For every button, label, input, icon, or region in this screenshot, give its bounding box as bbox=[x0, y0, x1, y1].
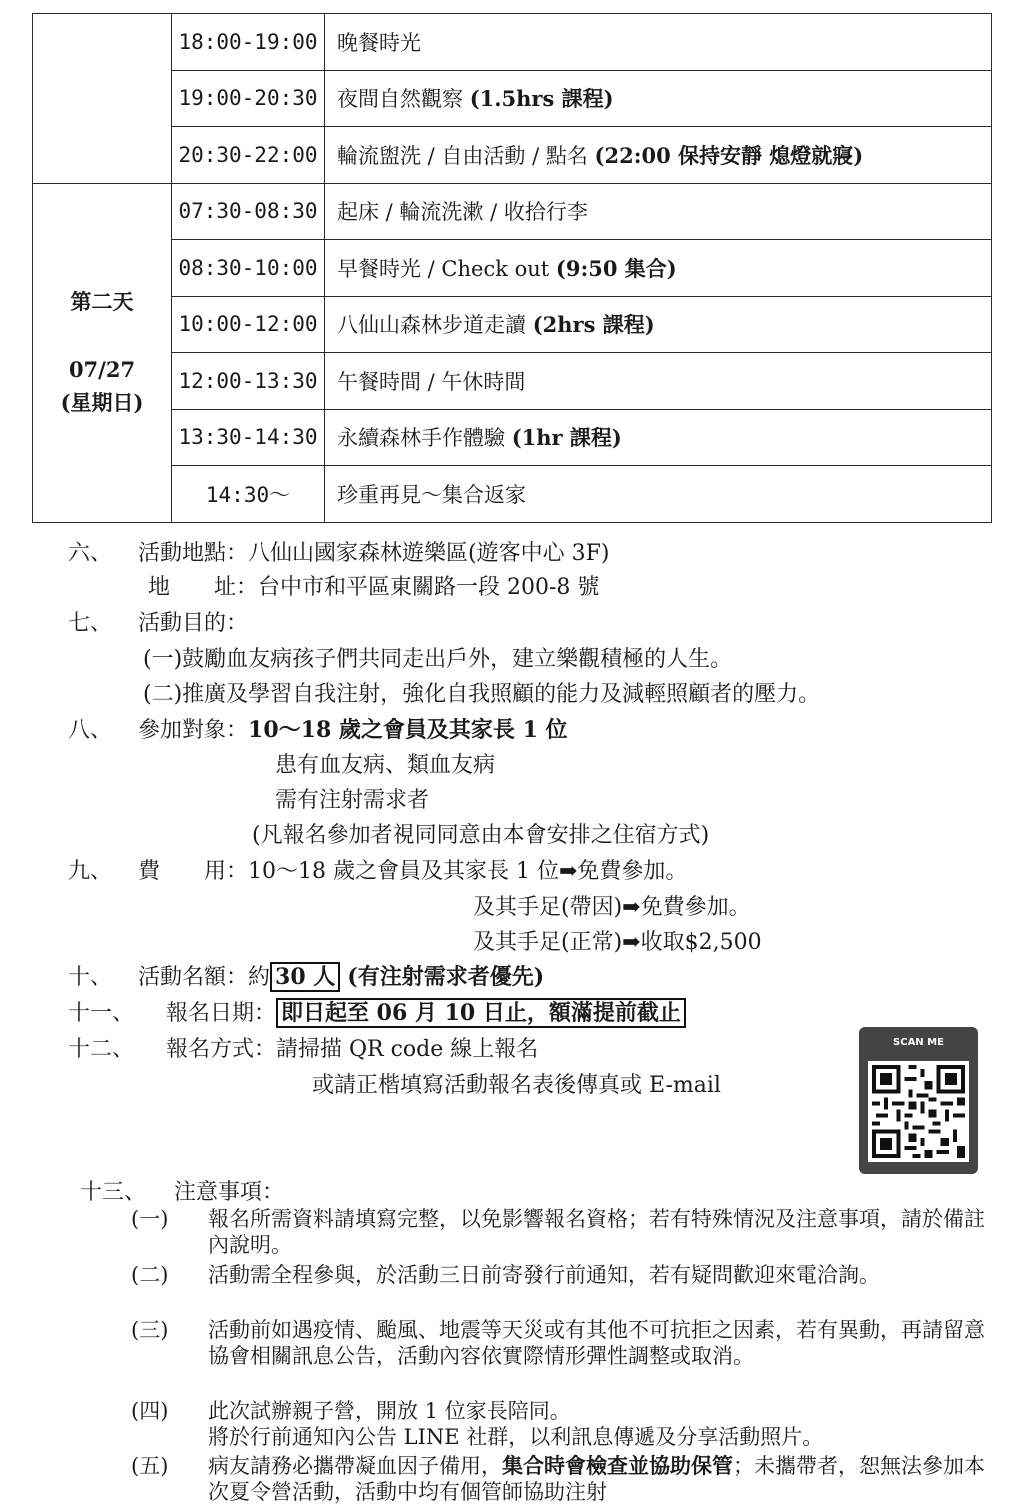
section-9-label: 費 用： bbox=[138, 859, 249, 884]
notice-marker: (一) bbox=[131, 1207, 169, 1231]
section-11-line bbox=[166, 996, 686, 1027]
activity-text: 夜間自然觀察 bbox=[337, 87, 463, 112]
section-11-number: 十一、 bbox=[68, 1001, 135, 1026]
activity-text: 八仙山森林步道走讀 bbox=[337, 313, 526, 338]
notice-marker: (五) bbox=[131, 1454, 169, 1478]
time-cell: 14:30～ bbox=[172, 466, 325, 523]
activity-cell bbox=[325, 296, 992, 353]
table-row bbox=[33, 353, 992, 410]
qr-label: SCAN ME bbox=[893, 1037, 944, 1048]
notice-text-bold: 集合時會檢查並協助保管 bbox=[502, 1453, 733, 1478]
fee-line: 10～18 歲之會員及其家長 1 位➡免費參加。 bbox=[248, 859, 688, 884]
activity-text: 晚餐時光 bbox=[337, 30, 421, 55]
day-label: 第二天 bbox=[70, 289, 134, 315]
notice-item bbox=[131, 1206, 1001, 1258]
time-cell: 20:30-22:00 bbox=[172, 127, 325, 184]
address-label: 地 址： bbox=[148, 575, 259, 600]
table-row bbox=[33, 14, 992, 71]
time-cell: 10:00-12:00 bbox=[172, 296, 325, 353]
notice-marker: (三) bbox=[131, 1318, 169, 1342]
activity-note: (2hrs 課程) bbox=[532, 312, 655, 338]
activity-note: (9:50 集合) bbox=[555, 255, 677, 281]
time-cell: 18:00-19:00 bbox=[172, 14, 325, 71]
section-12-number: 十二、 bbox=[68, 1037, 135, 1062]
eligibility-line: 需有注射需求者 bbox=[275, 788, 430, 813]
section-8-label: 參加對象： bbox=[138, 718, 249, 743]
activity-cell bbox=[325, 70, 992, 127]
section-8-number: 八、 bbox=[68, 718, 113, 743]
activity-text: 珍重再見～集合返家 bbox=[337, 482, 526, 507]
time-cell: 12:00-13:30 bbox=[172, 353, 325, 410]
activity-cell bbox=[325, 14, 992, 71]
table-row bbox=[33, 296, 992, 353]
activity-cell bbox=[325, 127, 992, 184]
table-row bbox=[33, 240, 992, 297]
fee-line: 及其手足(正常)➡收取$2,500 bbox=[473, 930, 762, 955]
quota-note: (有注射需求者優先) bbox=[347, 964, 545, 990]
section-10-line bbox=[138, 960, 544, 991]
time-cell: 13:30-14:30 bbox=[172, 409, 325, 466]
notice-item bbox=[131, 1317, 1001, 1395]
notice-item bbox=[131, 1398, 1001, 1450]
section-13-number: 十三、 bbox=[80, 1180, 147, 1205]
section-7-number: 七、 bbox=[68, 611, 113, 636]
activity-cell bbox=[325, 240, 992, 297]
signup-method: 請掃描 QR code 線上報名 bbox=[276, 1037, 539, 1062]
fee-line: 及其手足(帶因)➡免費參加。 bbox=[473, 895, 751, 920]
table-row bbox=[33, 127, 992, 184]
notice-text-pre: 病友請務必攜帶凝血因子備用， bbox=[208, 1454, 502, 1478]
section-11-label: 報名日期： bbox=[166, 1001, 277, 1026]
table-row bbox=[33, 466, 992, 523]
notice-item bbox=[131, 1453, 1001, 1508]
section-13-label: 注意事項： bbox=[174, 1180, 285, 1205]
activity-note: (1.5hrs 課程) bbox=[469, 86, 614, 112]
notice-text-post: ；未攜帶者，恕無法參加本次夏令營活動，活動中均有個管師協助注射 bbox=[208, 1454, 985, 1504]
day2-cell bbox=[33, 183, 172, 522]
table-row bbox=[33, 409, 992, 466]
notice-text: 活動前如遇疫情、颱風、地震等天災或有其他不可抗拒之因素，若有異動，再請留意協會相關訊息公告，活動內容依實際情形彈性調整或取消。 bbox=[208, 1318, 985, 1368]
address-line bbox=[148, 570, 599, 601]
section-7-label: 活動目的： bbox=[138, 611, 249, 636]
purpose-item: (一)鼓勵血友病孩子們共同走出戶外，建立樂觀積極的人生。 bbox=[143, 647, 733, 672]
activity-note: (22:00 保持安靜 熄燈就寢) bbox=[594, 142, 864, 168]
eligibility-value: 10～18 歲之會員及其家長 1 位 bbox=[248, 717, 568, 743]
schedule-table bbox=[32, 13, 992, 523]
day-weekday: (星期日) bbox=[60, 390, 144, 416]
section-6-label: 活動地點： bbox=[138, 541, 249, 566]
deadline-box: 即日起至 06 月 10 日止，額滿提前截止 bbox=[276, 998, 686, 1028]
signup-method-alt: 或請正楷填寫活動報名表後傳真或 E-mail bbox=[312, 1073, 721, 1098]
time-cell: 08:30-10:00 bbox=[172, 240, 325, 297]
section-9-number: 九、 bbox=[68, 859, 113, 884]
notice-text: 活動需全程參與，於活動三日前寄發行前通知，若有疑問歡迎來電洽詢。 bbox=[208, 1263, 880, 1287]
section-8-line bbox=[138, 713, 568, 744]
activity-text: 輪流盥洗 / 自由活動 / 點名 bbox=[337, 143, 588, 168]
notice-text bbox=[208, 1453, 998, 1505]
activity-cell bbox=[325, 183, 992, 240]
venue-value: 八仙山國家森林遊樂區(遊客中心 3F) bbox=[248, 541, 610, 566]
eligibility-line: 患有血友病、類血友病 bbox=[275, 753, 496, 778]
notice-marker: (四) bbox=[131, 1399, 169, 1423]
eligibility-line: (凡報名參加者視同同意由本會安排之住宿方式) bbox=[252, 823, 710, 848]
table-row bbox=[33, 70, 992, 127]
notice-marker: (二) bbox=[131, 1263, 169, 1287]
time-cell: 07:30-08:30 bbox=[172, 183, 325, 240]
section-10-number: 十、 bbox=[68, 965, 113, 990]
section-12-line bbox=[166, 1032, 538, 1063]
address-value: 台中市和平區東關路一段 200-8 號 bbox=[258, 575, 600, 600]
purpose-item: (二)推廣及學習自我注射，強化自我照顧的能力及減輕照顧者的壓力。 bbox=[143, 682, 821, 707]
activity-text: 起床 / 輪流洗漱 / 收拾行李 bbox=[337, 200, 588, 225]
notice-item bbox=[131, 1262, 1001, 1314]
notice-text: 此次試辦親子營，開放 1 位家長陪同。 bbox=[208, 1399, 571, 1423]
time-cell: 19:00-20:30 bbox=[172, 70, 325, 127]
day-date: 07/27 bbox=[68, 356, 136, 382]
activity-text: 午餐時間 / 午休時間 bbox=[337, 369, 526, 394]
activity-text: 早餐時光 / Check out bbox=[337, 256, 550, 281]
qr-code[interactable] bbox=[859, 1027, 978, 1174]
notice-text-block bbox=[208, 1398, 998, 1450]
activity-cell bbox=[325, 466, 992, 523]
table-row bbox=[33, 183, 992, 240]
notice-text: 報名所需資料請填寫完整，以免影響報名資格；若有特殊情況及注意事項，請於備註內說明。 bbox=[208, 1207, 985, 1257]
qr-code-icon bbox=[868, 1061, 969, 1162]
activity-cell bbox=[325, 409, 992, 466]
day1-cell bbox=[33, 14, 172, 184]
section-6-line bbox=[138, 536, 609, 567]
activity-cell bbox=[325, 353, 992, 410]
activity-text: 永續森林手作體驗 bbox=[337, 426, 505, 451]
activity-note: (1hr 課程) bbox=[511, 425, 622, 451]
section-6-number: 六、 bbox=[68, 541, 113, 566]
section-10-label: 活動名額：約 bbox=[138, 965, 271, 990]
quota-box: 30 人 bbox=[270, 962, 340, 992]
section-9-line bbox=[138, 854, 687, 885]
section-12-label: 報名方式： bbox=[166, 1037, 277, 1062]
notice-text-extra: 將於行前通知內公告 LINE 社群，以利訊息傳遞及分享活動照片。 bbox=[208, 1425, 824, 1449]
